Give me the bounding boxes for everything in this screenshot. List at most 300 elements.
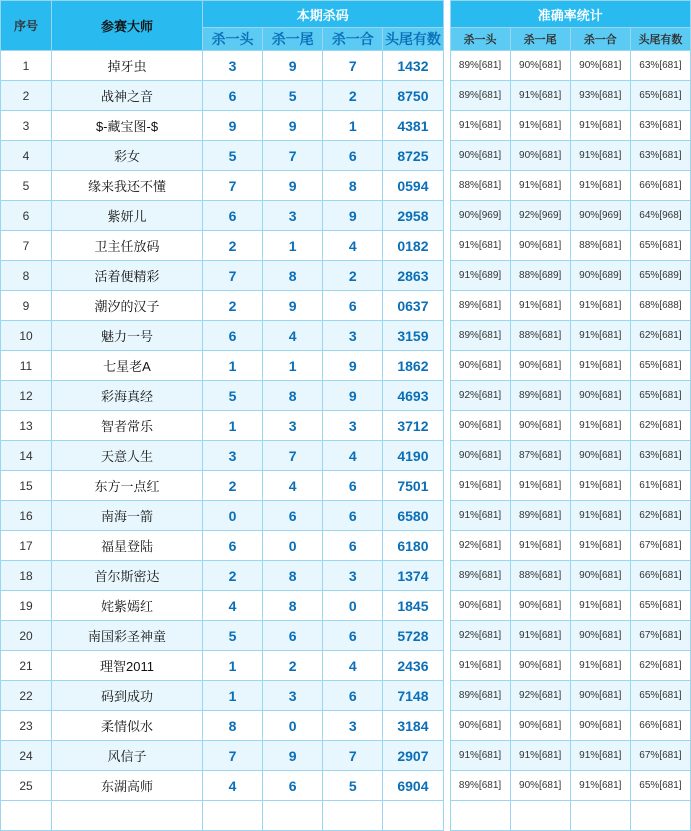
row-acc-kill-tail: 90%[681] [510,711,570,741]
row-master-name: 潮汐的汉子 [52,291,203,321]
row-kill-head: 5 [203,621,263,651]
row-kill-tail: 1 [263,351,323,381]
header-group-current-period: 本期杀码 [203,1,444,28]
row-kill-tail: 8 [263,591,323,621]
table-row-cell [383,801,443,831]
row-acc-remain: 64%[968] [630,201,690,231]
row-acc-kill-head: 89%[681] [450,681,510,711]
row-kill-head: 6 [203,81,263,111]
row-acc-kill-head: 90%[681] [450,411,510,441]
row-acc-kill-head: 91%[689] [450,261,510,291]
row-master-name: 东湖高师 [52,771,203,801]
row-index: 9 [1,291,52,321]
row-acc-kill-sum: 91%[681] [570,291,630,321]
row-kill-head: 6 [203,321,263,351]
row-remain: 6180 [383,531,443,561]
row-acc-kill-head: 88%[681] [450,171,510,201]
row-remain: 2436 [383,651,443,681]
row-remain: 6904 [383,771,443,801]
row-acc-kill-sum: 91%[681] [570,741,630,771]
column-separator [443,141,450,171]
row-kill-tail: 6 [263,621,323,651]
row-kill-sum: 9 [323,201,383,231]
header-master-name: 参赛大师 [52,1,203,51]
row-master-name: 风信子 [52,741,203,771]
row-acc-remain: 62%[681] [630,411,690,441]
row-kill-head: 9 [203,111,263,141]
column-separator [443,171,450,201]
row-kill-sum: 2 [323,81,383,111]
row-kill-sum: 6 [323,141,383,171]
row-remain: 8725 [383,141,443,171]
row-acc-remain: 63%[681] [630,141,690,171]
row-remain: 4381 [383,111,443,141]
row-acc-kill-sum: 90%[681] [570,711,630,741]
row-remain: 7501 [383,471,443,501]
row-index: 20 [1,621,52,651]
table-body [1,51,691,831]
row-acc-kill-sum: 91%[681] [570,591,630,621]
row-kill-head: 8 [203,711,263,741]
row-kill-sum: 6 [323,531,383,561]
row-master-name: $-藏宝图-$ [52,111,203,141]
column-separator [443,81,450,111]
row-master-name: 东方一点红 [52,471,203,501]
row-acc-kill-head: 90%[969] [450,201,510,231]
row-remain: 3712 [383,411,443,441]
table-row-cell [630,801,690,831]
row-acc-remain: 65%[681] [630,81,690,111]
column-separator [443,561,450,591]
table-row [1,231,691,261]
row-acc-kill-head: 89%[681] [450,291,510,321]
row-acc-kill-tail: 89%[681] [510,501,570,531]
row-index: 21 [1,651,52,681]
table-row [1,531,691,561]
row-master-name: 南海一箭 [52,501,203,531]
row-kill-sum: 3 [323,711,383,741]
row-remain: 1432 [383,51,443,81]
row-acc-kill-head: 89%[681] [450,561,510,591]
row-acc-remain: 63%[681] [630,111,690,141]
row-index: 3 [1,111,52,141]
row-index: 7 [1,231,52,261]
row-acc-kill-sum: 90%[689] [570,261,630,291]
row-acc-kill-tail: 90%[681] [510,591,570,621]
row-remain: 8750 [383,81,443,111]
row-acc-kill-sum: 91%[681] [570,411,630,441]
row-kill-tail: 9 [263,51,323,81]
row-acc-remain: 65%[681] [630,231,690,261]
row-acc-kill-head: 89%[681] [450,321,510,351]
row-master-name: 智者常乐 [52,411,203,441]
row-remain: 3159 [383,321,443,351]
row-acc-kill-head: 91%[681] [450,111,510,141]
row-acc-kill-sum: 90%[681] [570,51,630,81]
row-acc-kill-tail: 88%[681] [510,321,570,351]
column-separator [443,51,450,81]
row-index: 10 [1,321,52,351]
row-remain: 2958 [383,201,443,231]
column-separator [443,501,450,531]
row-acc-kill-tail: 91%[681] [510,111,570,141]
row-remain: 4693 [383,381,443,411]
row-acc-kill-tail: 90%[681] [510,351,570,381]
table-row [1,141,691,171]
table-row [1,171,691,201]
row-acc-kill-tail: 91%[681] [510,621,570,651]
row-remain: 1845 [383,591,443,621]
row-acc-kill-tail: 90%[681] [510,411,570,441]
row-kill-tail: 8 [263,561,323,591]
header-acc-kill-head: 杀一头 [450,28,510,51]
table-row-cell [510,801,570,831]
row-kill-tail: 6 [263,771,323,801]
header-acc-kill-sum: 杀一合 [570,28,630,51]
column-separator [443,651,450,681]
row-kill-sum: 8 [323,171,383,201]
row-kill-sum: 2 [323,261,383,291]
row-acc-remain: 65%[681] [630,351,690,381]
column-separator [443,201,450,231]
row-kill-tail: 1 [263,231,323,261]
row-kill-head: 1 [203,681,263,711]
row-kill-head: 3 [203,51,263,81]
row-acc-kill-head: 92%[681] [450,531,510,561]
row-master-name: 战神之音 [52,81,203,111]
row-kill-head: 5 [203,381,263,411]
row-kill-head: 1 [203,411,263,441]
row-acc-kill-head: 90%[681] [450,141,510,171]
row-kill-tail: 9 [263,741,323,771]
row-kill-sum: 6 [323,621,383,651]
row-kill-sum: 9 [323,381,383,411]
row-acc-remain: 67%[681] [630,531,690,561]
row-kill-head: 6 [203,201,263,231]
row-acc-kill-sum: 88%[681] [570,231,630,261]
row-acc-kill-tail: 90%[681] [510,231,570,261]
row-kill-tail: 5 [263,81,323,111]
row-master-name: 柔情似水 [52,711,203,741]
row-kill-sum: 9 [323,351,383,381]
row-acc-remain: 68%[688] [630,291,690,321]
row-kill-sum: 6 [323,471,383,501]
row-kill-head: 2 [203,231,263,261]
row-acc-kill-sum: 91%[681] [570,501,630,531]
row-acc-kill-head: 91%[681] [450,651,510,681]
row-remain: 0637 [383,291,443,321]
table-row [1,771,691,801]
row-remain: 1374 [383,561,443,591]
column-separator [443,771,450,801]
table-row [1,291,691,321]
table-row [1,81,691,111]
row-remain: 7148 [383,681,443,711]
table-row-cell [450,801,510,831]
row-acc-kill-head: 91%[681] [450,501,510,531]
table-row [1,351,691,381]
row-index: 11 [1,351,52,381]
row-index: 1 [1,51,52,81]
row-master-name: 缘来我还不懂 [52,171,203,201]
table-header [1,1,691,51]
column-separator [443,471,450,501]
row-kill-head: 1 [203,351,263,381]
column-separator [443,291,450,321]
row-acc-kill-head: 89%[681] [450,771,510,801]
row-acc-kill-sum: 91%[681] [570,321,630,351]
row-acc-kill-head: 89%[681] [450,81,510,111]
column-separator [443,711,450,741]
row-remain: 0182 [383,231,443,261]
row-index: 24 [1,741,52,771]
row-acc-remain: 65%[681] [630,771,690,801]
column-separator [443,231,450,261]
column-separator [443,621,450,651]
table-row [1,381,691,411]
table-row [1,441,691,471]
header-kill-sum: 杀一合 [323,28,383,51]
row-kill-head: 0 [203,501,263,531]
row-master-name: 码到成功 [52,681,203,711]
row-kill-tail: 7 [263,441,323,471]
row-kill-tail: 8 [263,381,323,411]
row-kill-sum: 5 [323,771,383,801]
row-acc-remain: 67%[681] [630,621,690,651]
row-master-name: 活着便精彩 [52,261,203,291]
row-acc-kill-sum: 90%[681] [570,561,630,591]
row-acc-remain: 65%[681] [630,681,690,711]
row-acc-kill-head: 91%[681] [450,471,510,501]
row-acc-kill-sum: 90%[681] [570,681,630,711]
header-index: 序号 [1,1,52,51]
row-acc-kill-sum: 91%[681] [570,531,630,561]
column-separator [443,681,450,711]
row-kill-head: 2 [203,291,263,321]
row-kill-sum: 7 [323,51,383,81]
row-index: 15 [1,471,52,501]
row-master-name: 天意人生 [52,441,203,471]
row-remain: 1862 [383,351,443,381]
row-acc-remain: 65%[689] [630,261,690,291]
row-master-name: 掉牙虫 [52,51,203,81]
row-kill-head: 6 [203,531,263,561]
row-kill-tail: 9 [263,111,323,141]
row-acc-remain: 67%[681] [630,741,690,771]
row-acc-kill-head: 90%[681] [450,351,510,381]
row-index: 12 [1,381,52,411]
row-index: 5 [1,171,52,201]
row-index: 22 [1,681,52,711]
row-acc-kill-head: 90%[681] [450,591,510,621]
row-kill-tail: 3 [263,201,323,231]
table-row-cell [570,801,630,831]
row-index: 4 [1,141,52,171]
row-kill-tail: 3 [263,681,323,711]
row-kill-tail: 6 [263,501,323,531]
table-row [1,681,691,711]
row-index: 17 [1,531,52,561]
row-kill-sum: 1 [323,111,383,141]
row-kill-head: 1 [203,651,263,681]
row-kill-head: 3 [203,441,263,471]
table-row [1,741,691,771]
table-row [1,411,691,441]
table-row-cell [52,801,203,831]
row-acc-remain: 66%[681] [630,711,690,741]
row-kill-head: 7 [203,261,263,291]
column-separator [443,261,450,291]
row-remain: 6580 [383,501,443,531]
row-acc-remain: 66%[681] [630,561,690,591]
row-acc-remain: 63%[681] [630,441,690,471]
table-row-cell [323,801,383,831]
row-kill-head: 5 [203,141,263,171]
row-acc-kill-sum: 91%[681] [570,171,630,201]
row-acc-kill-tail: 92%[969] [510,201,570,231]
row-remain: 3184 [383,711,443,741]
row-acc-kill-tail: 91%[681] [510,531,570,561]
table-row [1,201,691,231]
column-separator [443,411,450,441]
row-kill-sum: 7 [323,741,383,771]
row-acc-remain: 66%[681] [630,171,690,201]
row-acc-kill-tail: 91%[681] [510,291,570,321]
table-row [1,51,691,81]
row-kill-tail: 9 [263,171,323,201]
row-kill-head: 4 [203,591,263,621]
row-kill-tail: 0 [263,711,323,741]
row-remain: 4190 [383,441,443,471]
row-index: 19 [1,591,52,621]
header-kill-head: 杀一头 [203,28,263,51]
row-index: 25 [1,771,52,801]
row-acc-kill-sum: 91%[681] [570,111,630,141]
row-acc-kill-tail: 91%[681] [510,81,570,111]
row-kill-sum: 3 [323,411,383,441]
row-index: 13 [1,411,52,441]
row-master-name: 七星老A [52,351,203,381]
table-row-cell [263,801,323,831]
row-kill-sum: 3 [323,321,383,351]
header-row-top [1,1,691,28]
table-row [1,711,691,741]
table-row [1,591,691,621]
row-index: 6 [1,201,52,231]
row-acc-remain: 62%[681] [630,501,690,531]
row-acc-kill-tail: 89%[681] [510,381,570,411]
header-group-accuracy: 准确率统计 [450,1,691,28]
table-row-cell [443,801,450,831]
row-acc-kill-head: 91%[681] [450,741,510,771]
row-kill-tail: 2 [263,651,323,681]
row-kill-sum: 4 [323,441,383,471]
header-kill-tail: 杀一尾 [263,28,323,51]
row-index: 8 [1,261,52,291]
row-acc-kill-tail: 91%[681] [510,741,570,771]
row-acc-kill-tail: 88%[689] [510,261,570,291]
table-row [1,321,691,351]
row-acc-kill-tail: 90%[681] [510,51,570,81]
row-master-name: 彩海真经 [52,381,203,411]
header-acc-remain: 头尾有数 [630,28,690,51]
column-separator [443,381,450,411]
row-acc-remain: 62%[681] [630,321,690,351]
column-separator [443,351,450,381]
row-acc-kill-tail: 90%[681] [510,141,570,171]
row-acc-kill-sum: 91%[681] [570,651,630,681]
row-kill-tail: 4 [263,321,323,351]
row-acc-kill-tail: 87%[681] [510,441,570,471]
column-separator [443,441,450,471]
column-separator [443,531,450,561]
row-acc-remain: 65%[681] [630,381,690,411]
row-acc-kill-sum: 90%[681] [570,621,630,651]
header-acc-kill-tail: 杀一尾 [510,28,570,51]
row-kill-head: 2 [203,471,263,501]
row-kill-tail: 4 [263,471,323,501]
table-row [1,801,691,831]
row-master-name: 南国彩圣神童 [52,621,203,651]
row-acc-kill-tail: 91%[681] [510,171,570,201]
row-acc-kill-tail: 90%[681] [510,771,570,801]
table-row [1,471,691,501]
table-row-cell [1,801,52,831]
row-index: 23 [1,711,52,741]
row-remain: 0594 [383,171,443,201]
row-kill-tail: 7 [263,141,323,171]
row-kill-head: 7 [203,741,263,771]
row-acc-kill-tail: 91%[681] [510,471,570,501]
row-acc-kill-sum: 91%[681] [570,771,630,801]
row-remain: 2907 [383,741,443,771]
row-kill-tail: 3 [263,411,323,441]
row-acc-remain: 65%[681] [630,591,690,621]
row-index: 14 [1,441,52,471]
row-kill-sum: 4 [323,231,383,261]
row-acc-remain: 61%[681] [630,471,690,501]
row-kill-sum: 4 [323,651,383,681]
row-index: 2 [1,81,52,111]
row-acc-kill-tail: 90%[681] [510,651,570,681]
row-master-name: 紫妍儿 [52,201,203,231]
table-row [1,561,691,591]
row-acc-kill-sum: 93%[681] [570,81,630,111]
header-remain: 头尾有数 [383,28,443,51]
row-master-name: 魅力一号 [52,321,203,351]
table-row-cell [203,801,263,831]
row-kill-tail: 0 [263,531,323,561]
row-kill-head: 7 [203,171,263,201]
row-index: 18 [1,561,52,591]
row-acc-kill-head: 90%[681] [450,711,510,741]
row-acc-kill-head: 90%[681] [450,441,510,471]
row-remain: 2863 [383,261,443,291]
row-kill-head: 4 [203,771,263,801]
row-kill-sum: 6 [323,501,383,531]
column-separator [443,321,450,351]
row-master-name: 姹紫嫣红 [52,591,203,621]
row-kill-tail: 8 [263,261,323,291]
column-separator [443,591,450,621]
row-kill-sum: 6 [323,291,383,321]
row-master-name: 首尔斯密达 [52,561,203,591]
row-master-name: 卫主任放码 [52,231,203,261]
row-kill-head: 2 [203,561,263,591]
row-kill-sum: 3 [323,561,383,591]
row-acc-kill-head: 92%[681] [450,381,510,411]
column-separator [443,1,450,28]
